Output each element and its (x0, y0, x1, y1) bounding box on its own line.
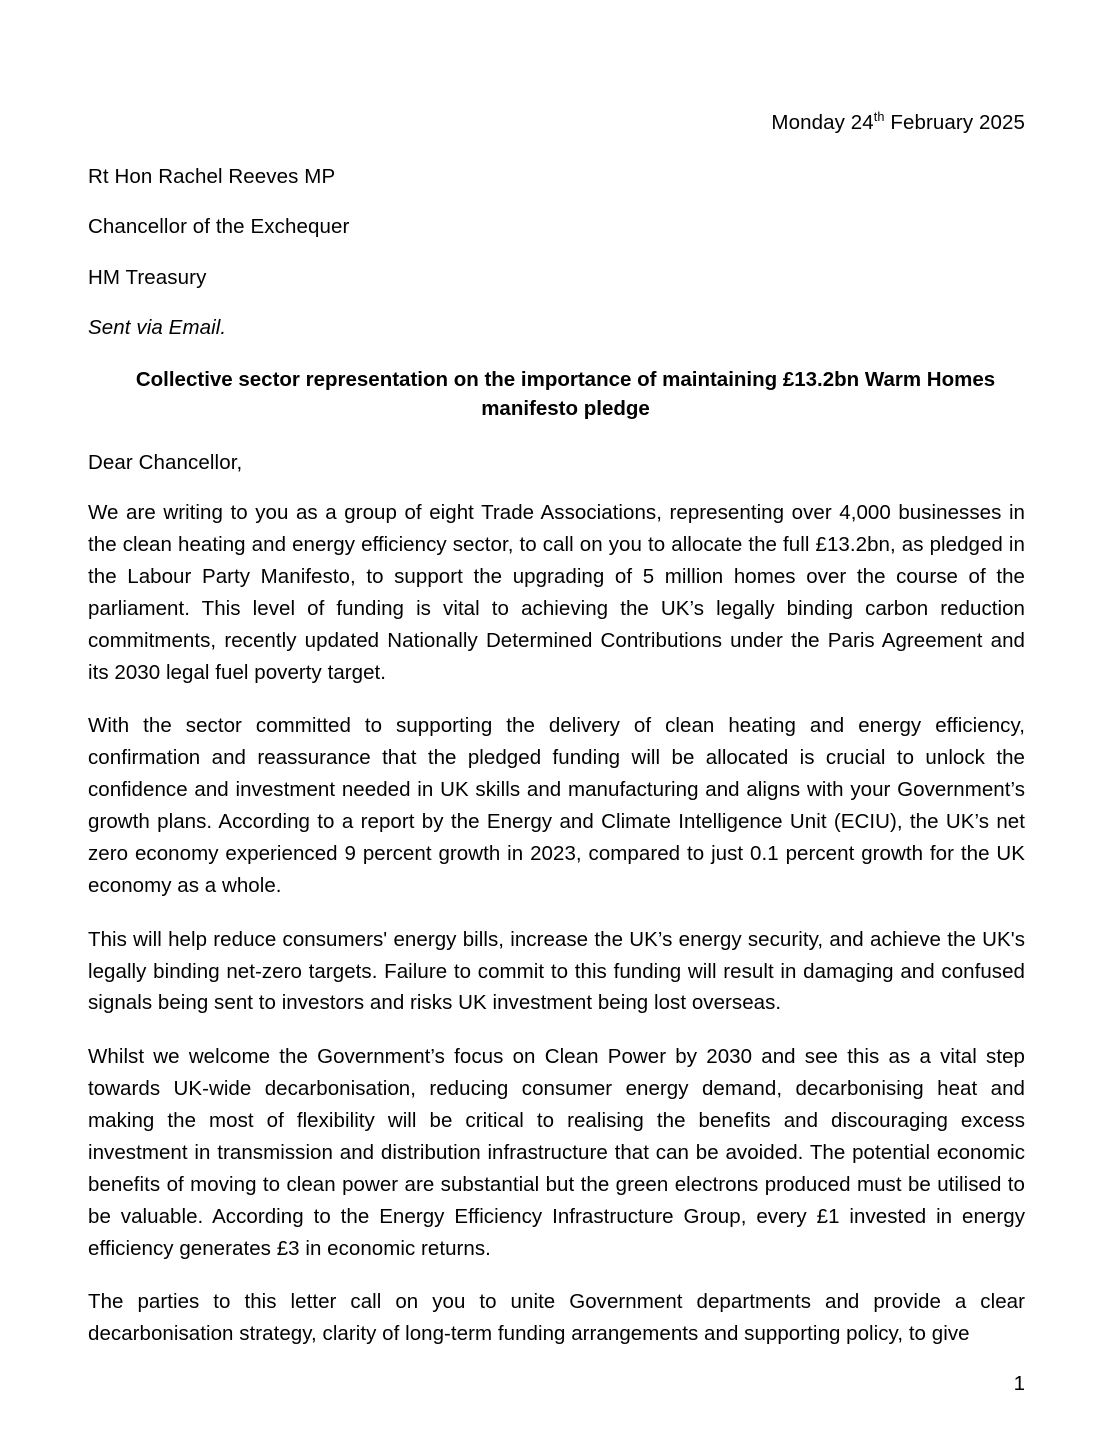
letter-paragraph: With the sector committed to supporting the delivery of clean heating and energy efficiency, confirmation and reassurance that the pledged funding will be allocated is crucial to unlock the confidence and investment needed in UK skills and manufacturing and aligns with your Government’s growth plans. According to a report by the Energy and Climate Intelligence Unit (ECIU), the UK’s net zero economy experienced 9 percent growth in 2023, compared to just 0.1 percent growth for the UK economy as a whole. (88, 714, 1025, 897)
letter-salutation: Dear Chancellor, (88, 450, 243, 474)
delivery-note: Sent via Email. (88, 316, 227, 339)
date-ordinal-suffix: th (873, 109, 885, 125)
page-number: 1 (1013, 1371, 1025, 1395)
recipient-role: Chancellor of the Exchequer (88, 215, 350, 238)
letter-subject-title: Collective sector representation on the importance of maintaining £13.2bn Warm Homes manifesto pledge (135, 367, 996, 420)
date-rest: February 2025 (884, 111, 1025, 134)
letter-paragraph: This will help reduce consumers' energy bills, increase the UK’s energy security, and achieve the UK's legally binding net-zero targets. Failure to commit to this funding will result in damaging and confused signals being sent to investors and risks UK investment being lost overseas. (88, 927, 1025, 1015)
letter-paragraph: The parties to this letter call on you to unite Government departments and provide a clear decarbonisation strategy, clarity of long-term funding arrangements and supporting policy, to give (88, 1290, 1025, 1346)
letter-paragraph: Whilst we welcome the Government’s focus on Clean Power by 2030 and see this as a vital step towards UK-wide decarbonisation, reducing consumer energy demand, decarbonising heat and making the most of flexibility will be critical to realising the benefits and discouraging excess investment in transmission and distribution infrastructure that can be avoided. The potential economic benefits of moving to clean power are substantial but the green electrons produced must be utilised to be valuable. According to the Energy Efficiency Infrastructure Group, every £1 invested in energy efficiency generates £3 in economic returns. (88, 1045, 1025, 1260)
letter-date (88, 109, 1025, 134)
letter-body (88, 0, 1025, 1350)
recipient-organisation: HM Treasury (88, 265, 207, 289)
recipient-name: Rt Hon Rachel Reeves MP (88, 164, 336, 188)
letter-paragraph: We are writing to you as a group of eight Trade Associations, representing over 4,000 businesses in the clean heating and energy efficiency sector, to call on you to allocate the full £13.2bn, as pledged in the Labour Party Manifesto, to support the upgrading of 5 million homes over the course of the parliament. This level of funding is vital to achieving the UK’s legally binding carbon reduction commitments, recently updated Nationally Determined Contributions under the Paris Agreement and its 2030 legal fuel poverty target. (88, 501, 1025, 684)
date-prefix: Monday 24 (771, 111, 874, 134)
